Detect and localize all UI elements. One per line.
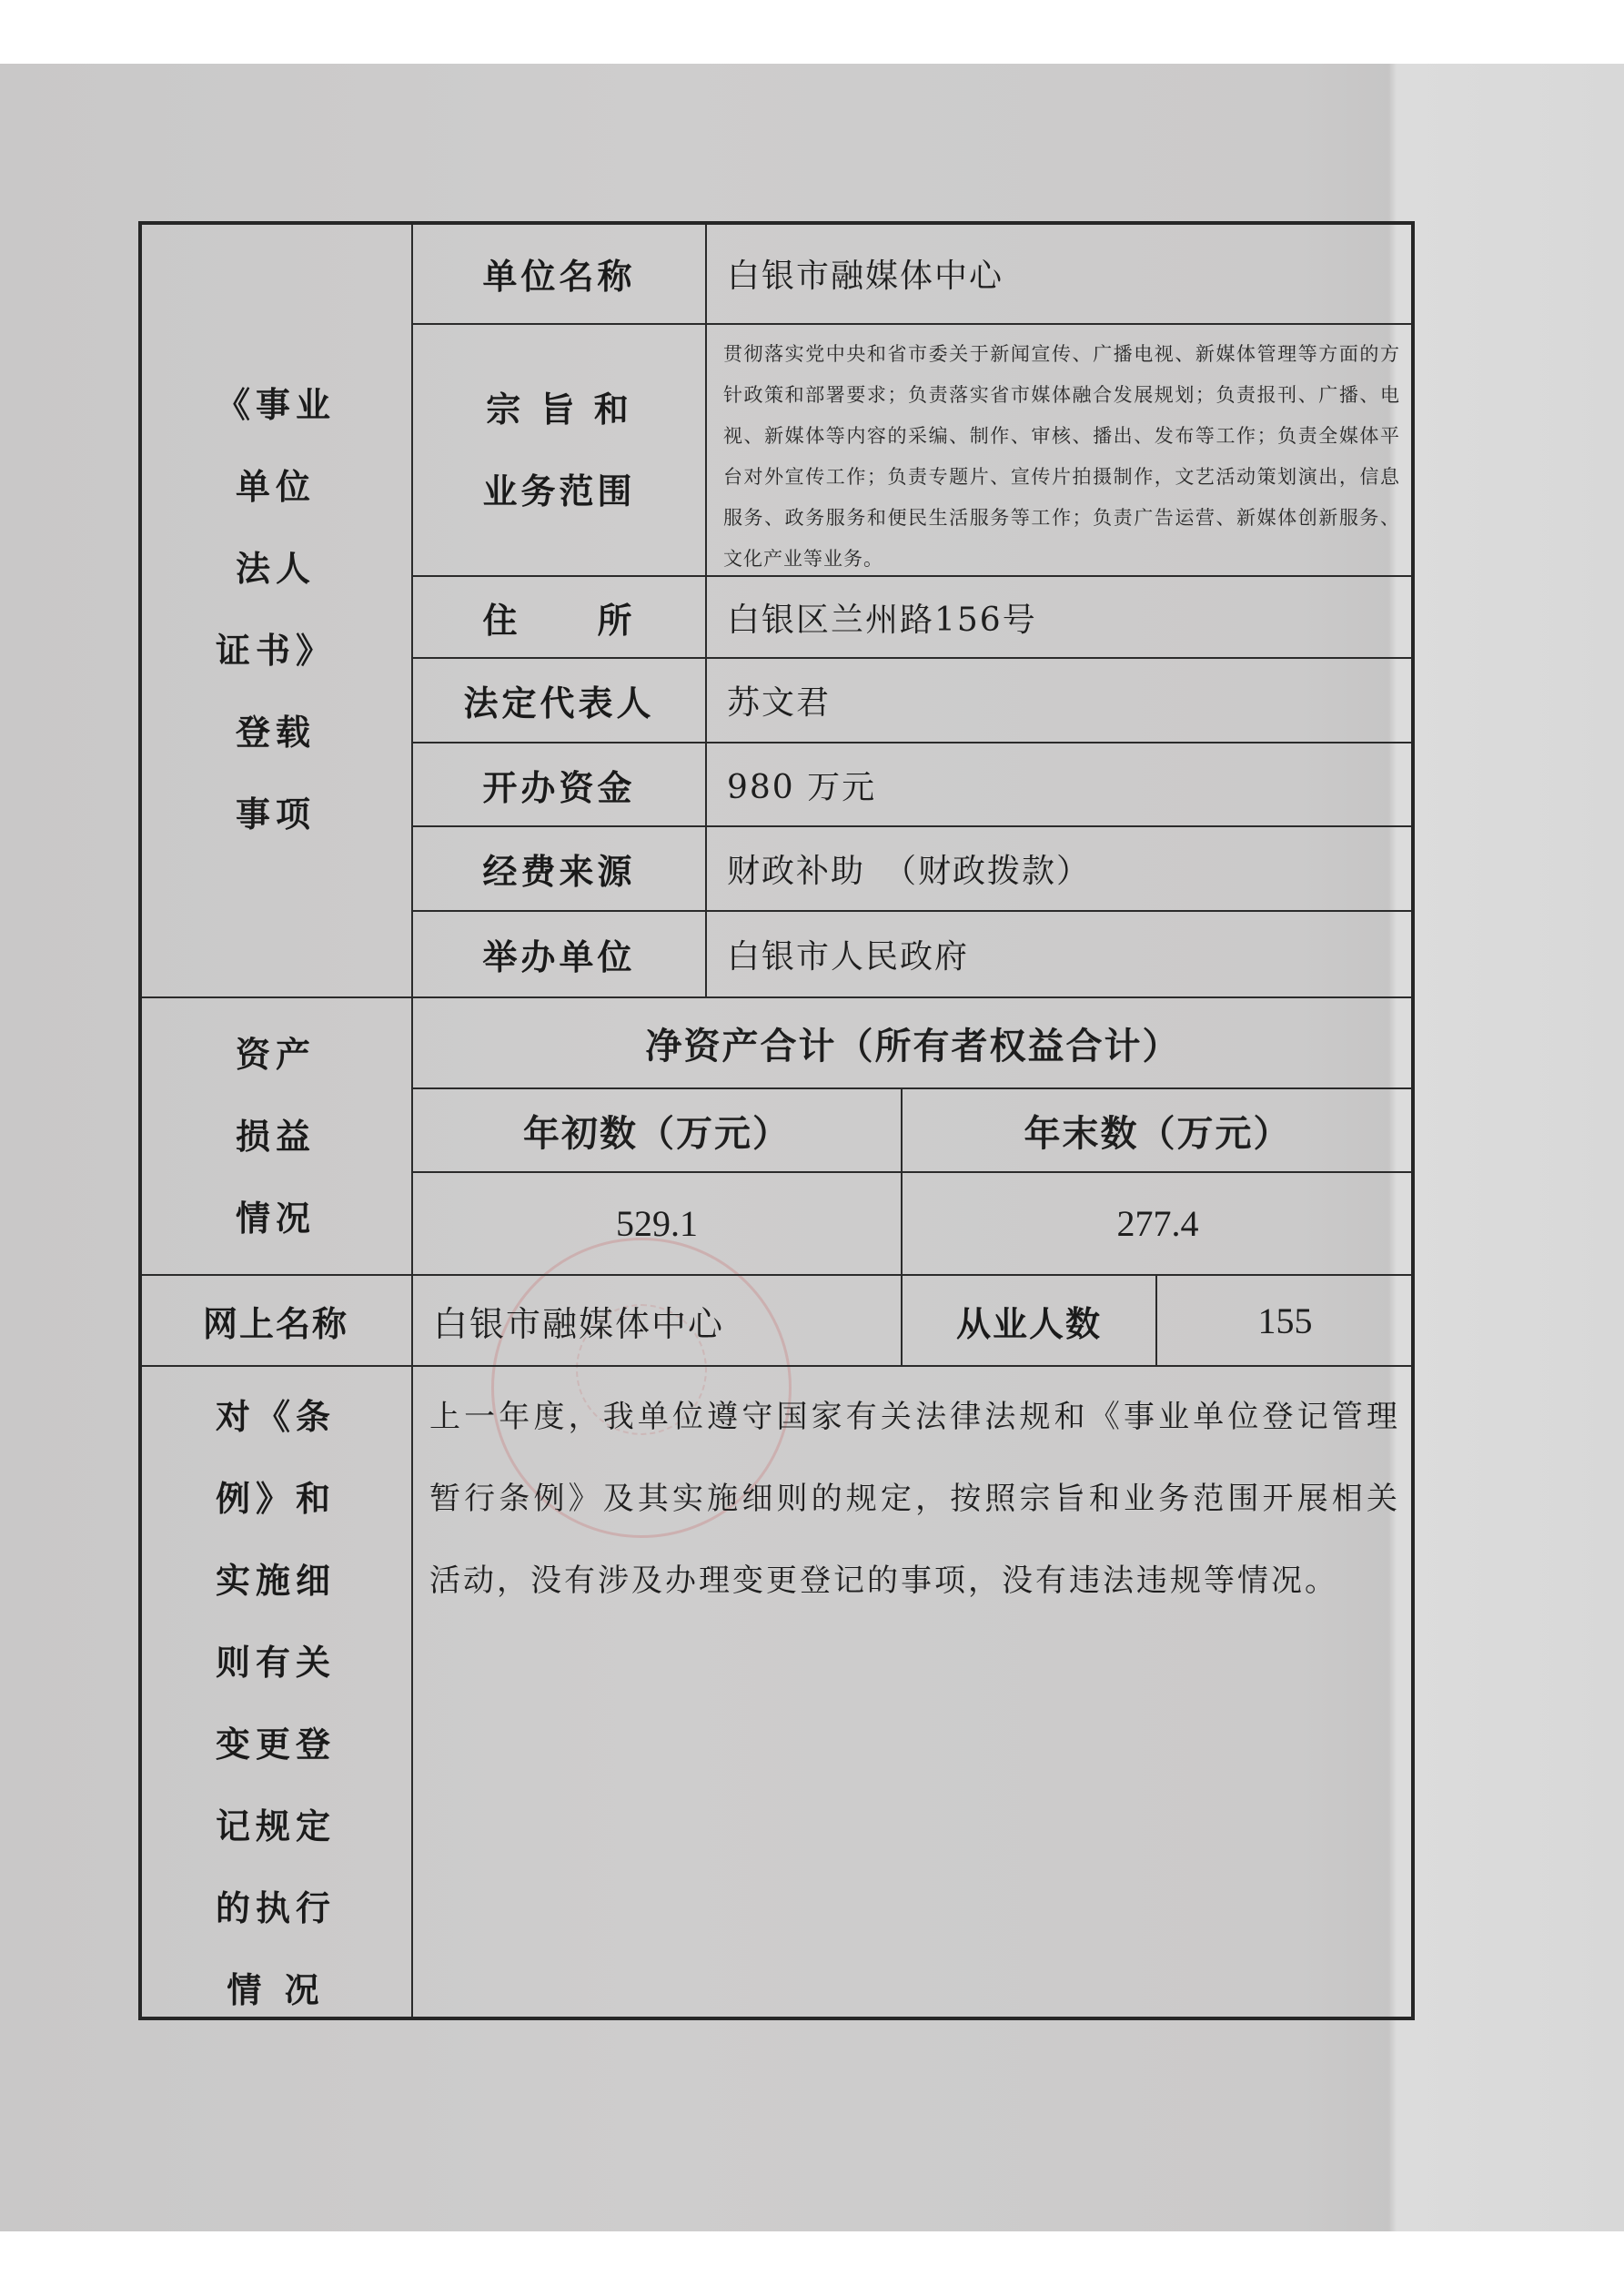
unit-name-value: 白银市融媒体中心 [705,221,1415,325]
label-line: 变更登 [215,1724,336,1765]
legal-representative-value: 苏文君 [705,657,1415,743]
label-line: 证书》 [215,630,336,671]
staff-count-label: 从业人数 [901,1274,1157,1367]
label-line: 《事业 [215,384,336,425]
label-line: 宗 旨 和 [486,388,632,430]
label-line: 情况 [235,1197,316,1239]
compliance-section-label [138,1365,413,2020]
label-line: 则有关 [215,1642,336,1683]
label-line: 事项 [235,794,316,834]
startup-capital-value: 980 万元 [705,742,1415,827]
label-line: 资产 [235,1033,316,1075]
address-label: 住 所 [411,575,707,659]
unit-name-label: 单位名称 [411,221,707,325]
year-begin-value: 529.1 [411,1171,903,1276]
legal-representative-label: 法定代表人 [411,657,707,743]
mission-scope-value: 贯彻落实党中央和省市委关于新闻宣传、广播电视、新媒体管理等方面的方针政策和部署要求；负责落实省市媒体融合发展规划；负责报刊、广播、电视、新媒体等内容的采编、制作、审核、播出、发布等工作；负责全媒体平台对外宣传工作；负责专题片、宣传片拍摄制作，文艺活动策划演出，信息服务、政务服务和便民生活服务等工作；负责广告运营、新媒体创新服务、文化产业等业务。 [705,323,1415,577]
online-name-value: 白银市融媒体中心 [411,1274,903,1367]
label-line: 登载 [235,712,316,753]
label-line: 对《条 [215,1396,336,1437]
label-line: 单位 [235,466,316,507]
label-line: 的执行 [215,1887,336,1928]
year-end-value: 277.4 [901,1171,1415,1276]
label-line: 例》和 [215,1478,336,1519]
label-line: 业务范围 [482,470,636,511]
label-line: 损益 [235,1115,316,1157]
address-value: 白银区兰州路156号 [705,575,1415,659]
funding-source-value: 财政补助 （财政拨款） [705,825,1415,912]
year-begin-header: 年初数（万元） [411,1087,903,1173]
startup-capital-label: 开办资金 [411,742,707,827]
mission-scope-label [411,323,707,577]
sponsor-unit-value: 白银市人民政府 [705,910,1415,998]
staff-count-value: 155 [1155,1274,1415,1367]
label-line: 法人 [235,548,316,589]
label-line: 实施细 [215,1560,336,1601]
assets-section-label [138,996,413,1276]
year-end-header: 年末数（万元） [901,1087,1415,1173]
sponsor-unit-label: 举办单位 [411,910,707,998]
compliance-statement: 上一年度，我单位遵守国家有关法律法规和《事业单位登记管理暂行条例》及其实施细则的规定，按照宗旨和业务范围开展相关活动，没有涉及办理变更登记的事项，没有违法违规等情况。 [411,1365,1415,2020]
registration-section-label [138,221,413,998]
online-name-label: 网上名称 [138,1274,413,1367]
funding-source-label: 经费来源 [411,825,707,912]
label-line: 记规定 [215,1805,336,1846]
net-assets-header: 净资产合计（所有者权益合计） [411,996,1415,1089]
label-line: 情 况 [227,1969,325,2010]
